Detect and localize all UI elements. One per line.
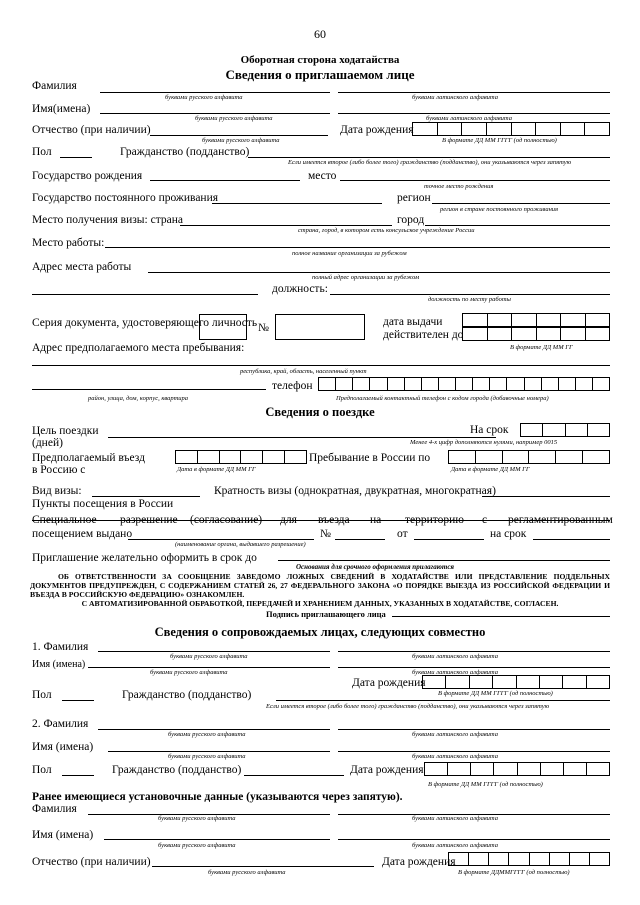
companion1-birth-date-label: Дата рождения — [352, 677, 426, 689]
hint-lat: буквами латинского алфавита — [412, 94, 498, 101]
visit-points-label: Пункты посещения в России — [32, 498, 174, 510]
previous-birth-date-label: Дата рождения — [382, 856, 456, 868]
phone-note: Предполагаемый контактный телефон с кодом города (добавочные номера) — [336, 395, 549, 402]
citizenship-note: Если имеется второе (либо более того) гражданство (подданство), они указываются через запятую — [266, 703, 550, 710]
hint-rus: буквами русского алфавита — [170, 653, 248, 660]
previous-name-lat-line[interactable] — [338, 839, 610, 840]
permit-issued-label: посещением выдано — [32, 528, 133, 540]
place-label: место — [308, 170, 337, 182]
position-note: должность по месту работы — [428, 296, 511, 303]
date-format-hint: Дата в формате ДД ММ ГГ — [451, 466, 530, 473]
street-line[interactable] — [32, 389, 266, 390]
companion2-birth-date-cells[interactable] — [424, 762, 610, 776]
companion1-name-label: Имя (имена) — [32, 659, 86, 670]
hint-rus: буквами русского алфавита — [165, 94, 243, 101]
workplace-note: полное название организации за рубежом — [292, 250, 407, 257]
valid-until-cells[interactable] — [462, 327, 610, 341]
trip-purpose-line[interactable] — [108, 437, 496, 438]
doc-number-sign: № — [258, 322, 269, 334]
multiplicity-label: Кратность визы (однократная, двукратная, многократная) — [214, 485, 496, 497]
phone-label: телефон — [272, 380, 313, 392]
companion1-citizenship-line[interactable] — [276, 700, 610, 701]
companion2-citizenship-label: Гражданство (подданство) — [112, 764, 242, 776]
visa-country-line[interactable] — [180, 225, 392, 226]
previous-patronymic-line[interactable] — [152, 866, 374, 867]
entry-date-cells[interactable] — [175, 450, 307, 464]
companion2-birth-date-label: Дата рождения — [350, 764, 424, 776]
date-format-hint: В формате ДД ММ ГГГГ (од полностью) — [442, 137, 557, 144]
date-format-hint: Дата в формате ДД ММ ГГ — [177, 466, 256, 473]
term-cells[interactable] — [520, 423, 610, 437]
companion2-surname-lat-line[interactable] — [338, 729, 610, 730]
visa-city-line[interactable] — [425, 225, 610, 226]
surname-lat-line[interactable] — [338, 92, 610, 93]
workplace-line[interactable] — [105, 247, 610, 248]
signature-line[interactable] — [392, 616, 610, 617]
region-label: регион — [397, 192, 431, 204]
companion1-surname-label: 1. Фамилия — [32, 641, 89, 653]
work-address-line[interactable] — [148, 272, 610, 273]
permit-number-sign: № — [320, 528, 331, 540]
urgent-line[interactable] — [278, 560, 610, 561]
visa-type-line[interactable] — [92, 496, 200, 497]
permit-word-8: с — [482, 514, 488, 526]
companion1-sex-line[interactable] — [62, 700, 94, 701]
companion1-surname-lat-line[interactable] — [338, 651, 610, 652]
citizenship-line[interactable] — [248, 157, 610, 158]
patronymic-label: Отчество (при наличии) — [32, 124, 151, 136]
permit-number-line[interactable] — [335, 539, 385, 540]
previous-data-title: Ранее имеющиеся установочные данные (указываются через запятую). — [32, 791, 403, 803]
back-side-caption: Оборотная сторона ходатайства — [240, 54, 400, 66]
stay-address-label: Адрес предполагаемого места пребывания: — [32, 342, 245, 354]
permit-note: (наименование органа, выдавшего разрешение) — [175, 541, 306, 548]
residence-country-line[interactable] — [212, 203, 382, 204]
companion1-sex-label: Пол — [32, 689, 52, 701]
citizenship-note: Если имеется второе (либо более того) гражданство (подданство), они указываются через запятую — [288, 159, 572, 166]
multiplicity-line[interactable] — [482, 496, 610, 497]
permit-term-line[interactable] — [533, 539, 610, 540]
hint-rus: буквами русского алфавита — [195, 115, 273, 122]
stay-note: республика, край, область, населенный пункт — [240, 368, 367, 375]
trip-purpose-label: Цель поездки — [32, 425, 99, 437]
phone-cells[interactable] — [318, 377, 610, 391]
permit-word-6: на — [370, 514, 382, 526]
sex-line[interactable] — [60, 157, 92, 158]
hint-lat: буквами латинского алфавита — [412, 753, 498, 760]
permit-word-4: для — [280, 514, 297, 526]
previous-name-label: Имя (имена) — [32, 829, 94, 841]
companion1-name-rus-line[interactable] — [88, 667, 330, 668]
previous-patronymic-label: Отчество (при наличии) — [32, 856, 151, 868]
companion1-surname-rus-line[interactable] — [98, 651, 330, 652]
companion2-sex-label: Пол — [32, 764, 52, 776]
permit-from-label: от — [397, 528, 408, 540]
companion2-name-lat-line[interactable] — [338, 751, 610, 752]
consent-statement: С АВТОМАТИЗИРОВАННОЙ ОБРАБОТКОЙ, ПЕРЕДАЧЕЙ И ХРАНЕНИЕМ ДАННЫХ, УКАЗАННЫХ В ХОДАТАЙСТВЕ, СОГЛАСЕН. — [81, 599, 559, 608]
permit-word-9: регламентированным — [508, 514, 613, 526]
valid-until-label: действителен до — [383, 329, 464, 341]
urgent-label: Приглашение желательно оформить в срок до — [32, 552, 257, 564]
date-format-hint: В формате ДД ММ ГГГГ (од полностью) — [428, 781, 543, 788]
birth-country-line[interactable] — [150, 180, 300, 181]
section-title-companions: Сведения о сопровождаемых лицах, следующих совместно — [154, 625, 486, 639]
doc-series-label: Серия документа, удостоверяющего личность — [32, 317, 258, 329]
hint-lat: буквами латинского алфавита — [426, 115, 512, 122]
companion1-name-lat-line[interactable] — [338, 667, 610, 668]
work-address-note: полный адрес организации за рубежом — [312, 274, 420, 281]
section-title-trip: Сведения о поездке — [265, 405, 375, 419]
city-label: город — [397, 214, 425, 226]
street-note: район, улица, дом, корпус, квартира — [88, 395, 189, 402]
days-note: Менее 4-х цифр дополняются нулями, например 0015 — [410, 439, 558, 446]
permit-term-label: на срок — [490, 528, 527, 540]
permit-issuer-line[interactable] — [128, 539, 314, 540]
hint-lat: буквами латинского алфавита — [412, 815, 498, 822]
doc-number-box[interactable] — [275, 314, 365, 340]
surname-rus-line[interactable] — [100, 92, 330, 93]
permit-word-5: въезда — [318, 514, 350, 526]
hint-rus: буквами русского алфавита — [168, 731, 246, 738]
hint-rus: буквами русского алфавита — [158, 842, 236, 849]
urgent-note: Основания для срочного оформления прилагаются — [296, 563, 455, 571]
signature-label: Подпись приглашающего лица — [266, 609, 386, 619]
hint-rus: буквами русского алфавита — [168, 753, 246, 760]
companion2-sex-line[interactable] — [62, 775, 94, 776]
exit-date-cells[interactable] — [448, 450, 610, 464]
date-format-hint: В формате ДД ММ ГГ — [510, 344, 573, 351]
exact-birthplace-hint: точное место рождения — [424, 183, 494, 190]
citizenship-label: Гражданство (подданство) — [120, 146, 250, 158]
stay-in-russia-label: Пребывание в России по — [309, 452, 431, 464]
companion2-surname-rus-line[interactable] — [98, 729, 330, 730]
companion2-surname-label: 2. Фамилия — [32, 718, 89, 730]
visa-place-label: Место получения визы: страна — [32, 214, 183, 226]
visa-place-note: страна, город, в котором есть консульское учреждение России — [298, 227, 475, 234]
hint-rus: буквами русского алфавита — [208, 869, 286, 876]
companion2-name-label: Имя (имена) — [32, 741, 94, 753]
region-note: регион в стране постоянного проживания — [440, 206, 559, 213]
companion1-birth-date-cells[interactable] — [422, 675, 610, 689]
surname-label: Фамилия — [32, 80, 77, 92]
birth-date-cells[interactable] — [412, 122, 610, 136]
stay-address-line[interactable] — [32, 365, 610, 366]
companion2-citizenship-line[interactable] — [244, 775, 344, 776]
companion2-name-rus-line[interactable] — [108, 751, 330, 752]
term-label: На срок — [470, 424, 509, 436]
hint-rus: буквами русского алфавита — [150, 669, 228, 676]
residence-country-label: Государство постоянного проживания — [32, 192, 219, 204]
hint-lat: буквами латинского алфавита — [412, 842, 498, 849]
previous-birth-date-cells[interactable] — [448, 852, 610, 866]
position-label: должность: — [272, 283, 328, 295]
hint-rus: буквами русского алфавита — [202, 137, 280, 144]
region-line[interactable] — [432, 203, 610, 204]
position-line[interactable] — [330, 294, 610, 295]
previous-name-rus-line[interactable] — [104, 839, 330, 840]
permit-word-2: разрешение — [120, 514, 178, 526]
hint-lat: буквами латинского алфавита — [412, 669, 498, 676]
birth-country-label: Государство рождения — [32, 170, 143, 182]
permit-word-1: Специальное — [32, 514, 97, 526]
companion1-citizenship-label: Гражданство (подданство) — [122, 689, 252, 701]
workplace-label: Место работы: — [32, 237, 105, 249]
issue-date-label: дата выдачи — [383, 316, 443, 328]
visa-type-label: Вид визы: — [32, 485, 82, 497]
name-lat-line[interactable] — [338, 113, 610, 114]
hint-lat: буквами латинского алфавита — [412, 731, 498, 738]
sex-label: Пол — [32, 146, 52, 158]
date-format-hint: В формате ДДММГГГГ (од полностью) — [458, 869, 570, 876]
work-address-label: Адрес места работы — [32, 261, 132, 273]
name-rus-line[interactable] — [100, 113, 330, 114]
doc-series-box[interactable] — [199, 314, 247, 340]
liability-statement: ОБ ОТВЕТСТВЕННОСТИ ЗА СООБЩЕНИЕ ЗАВЕДОМО ЛОЖНЫХ СВЕДЕНИЙ В ХОДАТАЙСТВЕ ИЛИ ПРЕДСТАВЛЕНИЕ ПОДДЕЛЬНЫХ ДОКУМЕНТОВ ПРЕДУПРЕЖДЕН, С СОДЕРЖАНИЕМ СТАТЕЙ 26, 27 ФЕДЕРАЛЬНОГО ЗАКОНА «О ПОРЯДКЕ ВЫЕЗДА ИЗ РОССИЙСКОЙ ФЕДЕРАЦИИ И ВЪЕЗДА В РОССИЙСКУЮ ФЕДЕРАЦИЮ» ОЗНАКОМЛЕН. — [30, 572, 610, 599]
name-label: Имя(имена) — [32, 103, 91, 115]
patronymic-rus-line[interactable] — [150, 135, 328, 136]
permit-date-line[interactable] — [414, 539, 484, 540]
work-address-line-2[interactable] — [32, 294, 258, 295]
permit-word-7: территорию — [405, 514, 464, 526]
page-number: 60 — [314, 27, 326, 41]
hint-lat: буквами латинского алфавита — [412, 653, 498, 660]
days-label: (дней) — [32, 437, 63, 449]
previous-surname-label: Фамилия — [32, 803, 77, 815]
hint-rus: буквами русского алфавита — [158, 815, 236, 822]
birth-date-label: Дата рождения — [340, 124, 414, 136]
birth-place-line[interactable] — [340, 180, 610, 181]
date-format-hint: В формате ДД ММ ГГГГ (од полностью) — [438, 690, 553, 697]
permit-word-3: (согласование) — [190, 514, 263, 526]
entry-label-1: Предполагаемый въезд — [32, 452, 145, 464]
section-title-invited: Сведения о приглашаемом лице — [225, 67, 415, 82]
entry-label-2: в Россию с — [32, 464, 86, 476]
issue-date-cells[interactable] — [462, 313, 610, 327]
